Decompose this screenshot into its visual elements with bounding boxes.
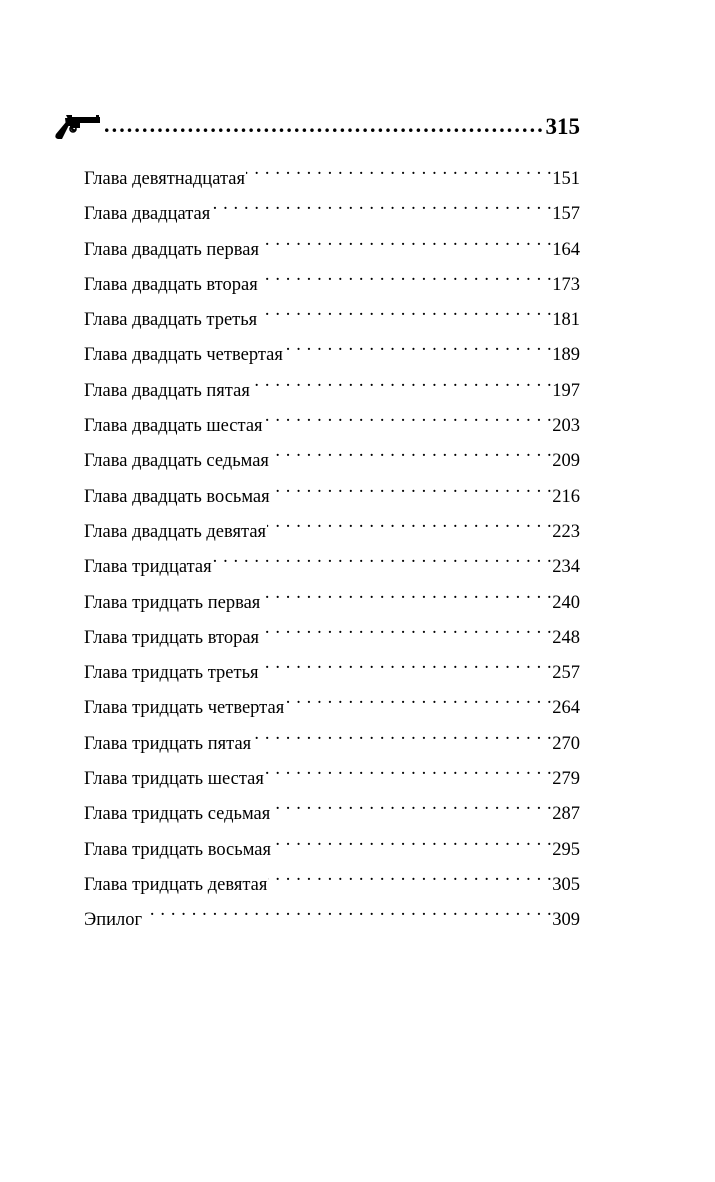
page-number: 315: [545, 114, 580, 139]
toc-entry-page-number: 240: [552, 592, 580, 613]
toc-entry-page-number: 248: [552, 627, 580, 648]
toc-entry: [84, 578, 580, 613]
toc-dot-leader: [143, 895, 552, 925]
toc-entry: [84, 825, 580, 860]
toc-entry-title: Глава тридцать вторая: [84, 627, 260, 648]
toc-entry-title: Глава тридцать девятая: [84, 874, 268, 895]
toc-dot-leader: [246, 154, 552, 184]
toc-entry-title: Глава тридцать четвертая: [84, 698, 285, 719]
toc-entry: [84, 613, 580, 648]
toc-entry-page-number: 305: [552, 874, 580, 895]
toc-entry: [84, 401, 580, 436]
toc-entry-page-number: 287: [552, 804, 580, 825]
toc-entry: [84, 789, 580, 824]
toc-entry-page-number: 309: [552, 910, 580, 931]
toc-entry: [84, 507, 580, 542]
toc-entry-title: Глава тридцать пятая: [84, 733, 252, 754]
revolver-icon: [52, 112, 102, 142]
toc-dot-leader: [260, 225, 552, 255]
toc-dot-leader: [259, 260, 553, 290]
toc-dot-leader: [268, 860, 552, 890]
toc-entry-page-number: 151: [552, 169, 580, 189]
toc-entry-title: Глава тридцать первая: [84, 592, 261, 613]
toc-entry: [84, 472, 580, 507]
toc-entry-title: Глава тридцать шестая: [84, 769, 264, 790]
toc-entry-title: Глава двадцать четвертая: [84, 345, 283, 366]
toc-entry: [84, 260, 580, 295]
toc-dot-leader: [211, 189, 552, 219]
toc-entry: [84, 895, 580, 930]
toc-dot-leader: [261, 578, 552, 608]
toc-dot-leader: [260, 648, 553, 678]
toc-entry-title: Глава тридцать седьмая: [84, 804, 271, 825]
toc-entry: [84, 366, 580, 401]
toc-entry: [84, 330, 580, 365]
toc-entry-title: Глава двадцатая: [84, 204, 211, 225]
toc-entry: [84, 225, 580, 260]
toc-entry-page-number: 164: [552, 239, 580, 260]
toc-entry-title: Глава двадцать восьмая: [84, 486, 270, 507]
toc-dot-leader: [284, 330, 552, 360]
toc-entry: [84, 436, 580, 471]
toc-entry: [84, 683, 580, 718]
toc-entry: [84, 860, 580, 895]
toc-entry-title: Глава двадцать шестая: [84, 416, 263, 437]
toc-entry-title: Глава тридцатая: [84, 557, 212, 578]
toc-entry: [84, 189, 580, 224]
toc-entry-title: Глава двадцать первая: [84, 239, 259, 260]
toc-entry-page-number: 173: [552, 274, 580, 295]
toc-entry-title: Эпилог: [84, 910, 143, 931]
toc-entry: [84, 754, 580, 789]
toc-entry-page-number: 203: [552, 416, 580, 437]
toc-entry-title: Глава двадцать седьмая: [84, 451, 269, 472]
toc-entry-title: Глава тридцать третья: [84, 663, 259, 684]
toc-dot-leader: [260, 613, 552, 643]
toc-entry-title: Глава девятнадцатая: [84, 169, 245, 189]
toc-dot-leader: [267, 507, 552, 537]
toc-dot-leader: [265, 754, 552, 784]
toc-dot-leader: [258, 295, 552, 325]
toc-entry: [84, 719, 580, 754]
toc-entry-page-number: 223: [552, 521, 580, 542]
toc-entry: [84, 542, 580, 577]
toc-dot-leader: [270, 436, 552, 466]
toc-dot-leader: [271, 472, 553, 502]
running-header: [52, 110, 580, 144]
toc-entry-page-number: 189: [552, 345, 580, 366]
toc-entry-page-number: 216: [552, 486, 580, 507]
toc-dot-leader: [285, 683, 552, 713]
toc-dot-leader: [272, 825, 552, 855]
toc-entry-page-number: 257: [552, 663, 580, 684]
toc-entry: [84, 154, 580, 189]
toc-entry-page-number: 279: [552, 769, 580, 790]
toc-dot-leader: [271, 789, 552, 819]
toc-entry-page-number: 197: [552, 380, 580, 401]
toc-entry-page-number: 157: [552, 204, 580, 225]
toc-entry-title: Глава двадцать пятая: [84, 380, 250, 401]
toc-entry-title: Глава двадцать вторая: [84, 274, 258, 295]
toc-entry-title: Глава двадцать третья: [84, 310, 258, 331]
toc-entry: [84, 648, 580, 683]
toc-entry: [84, 295, 580, 330]
toc-entry-page-number: 209: [552, 451, 580, 472]
toc-entry-page-number: 264: [552, 698, 580, 719]
toc-entry-page-number: 270: [552, 733, 580, 754]
toc-dot-leader: [213, 542, 553, 572]
toc-entry-page-number: 181: [552, 310, 580, 331]
toc-entry-page-number: 234: [552, 557, 580, 578]
table-of-contents: [84, 154, 580, 931]
toc-entry-page-number: 295: [552, 839, 580, 860]
toc-dot-leader: [252, 719, 552, 749]
toc-entry-title: Глава тридцать восьмая: [84, 839, 271, 860]
toc-entry-title: Глава двадцать девятая: [84, 521, 267, 542]
toc-dot-leader: [264, 401, 553, 431]
toc-dot-leader: [251, 366, 552, 396]
header-dot-leader: [104, 111, 542, 145]
